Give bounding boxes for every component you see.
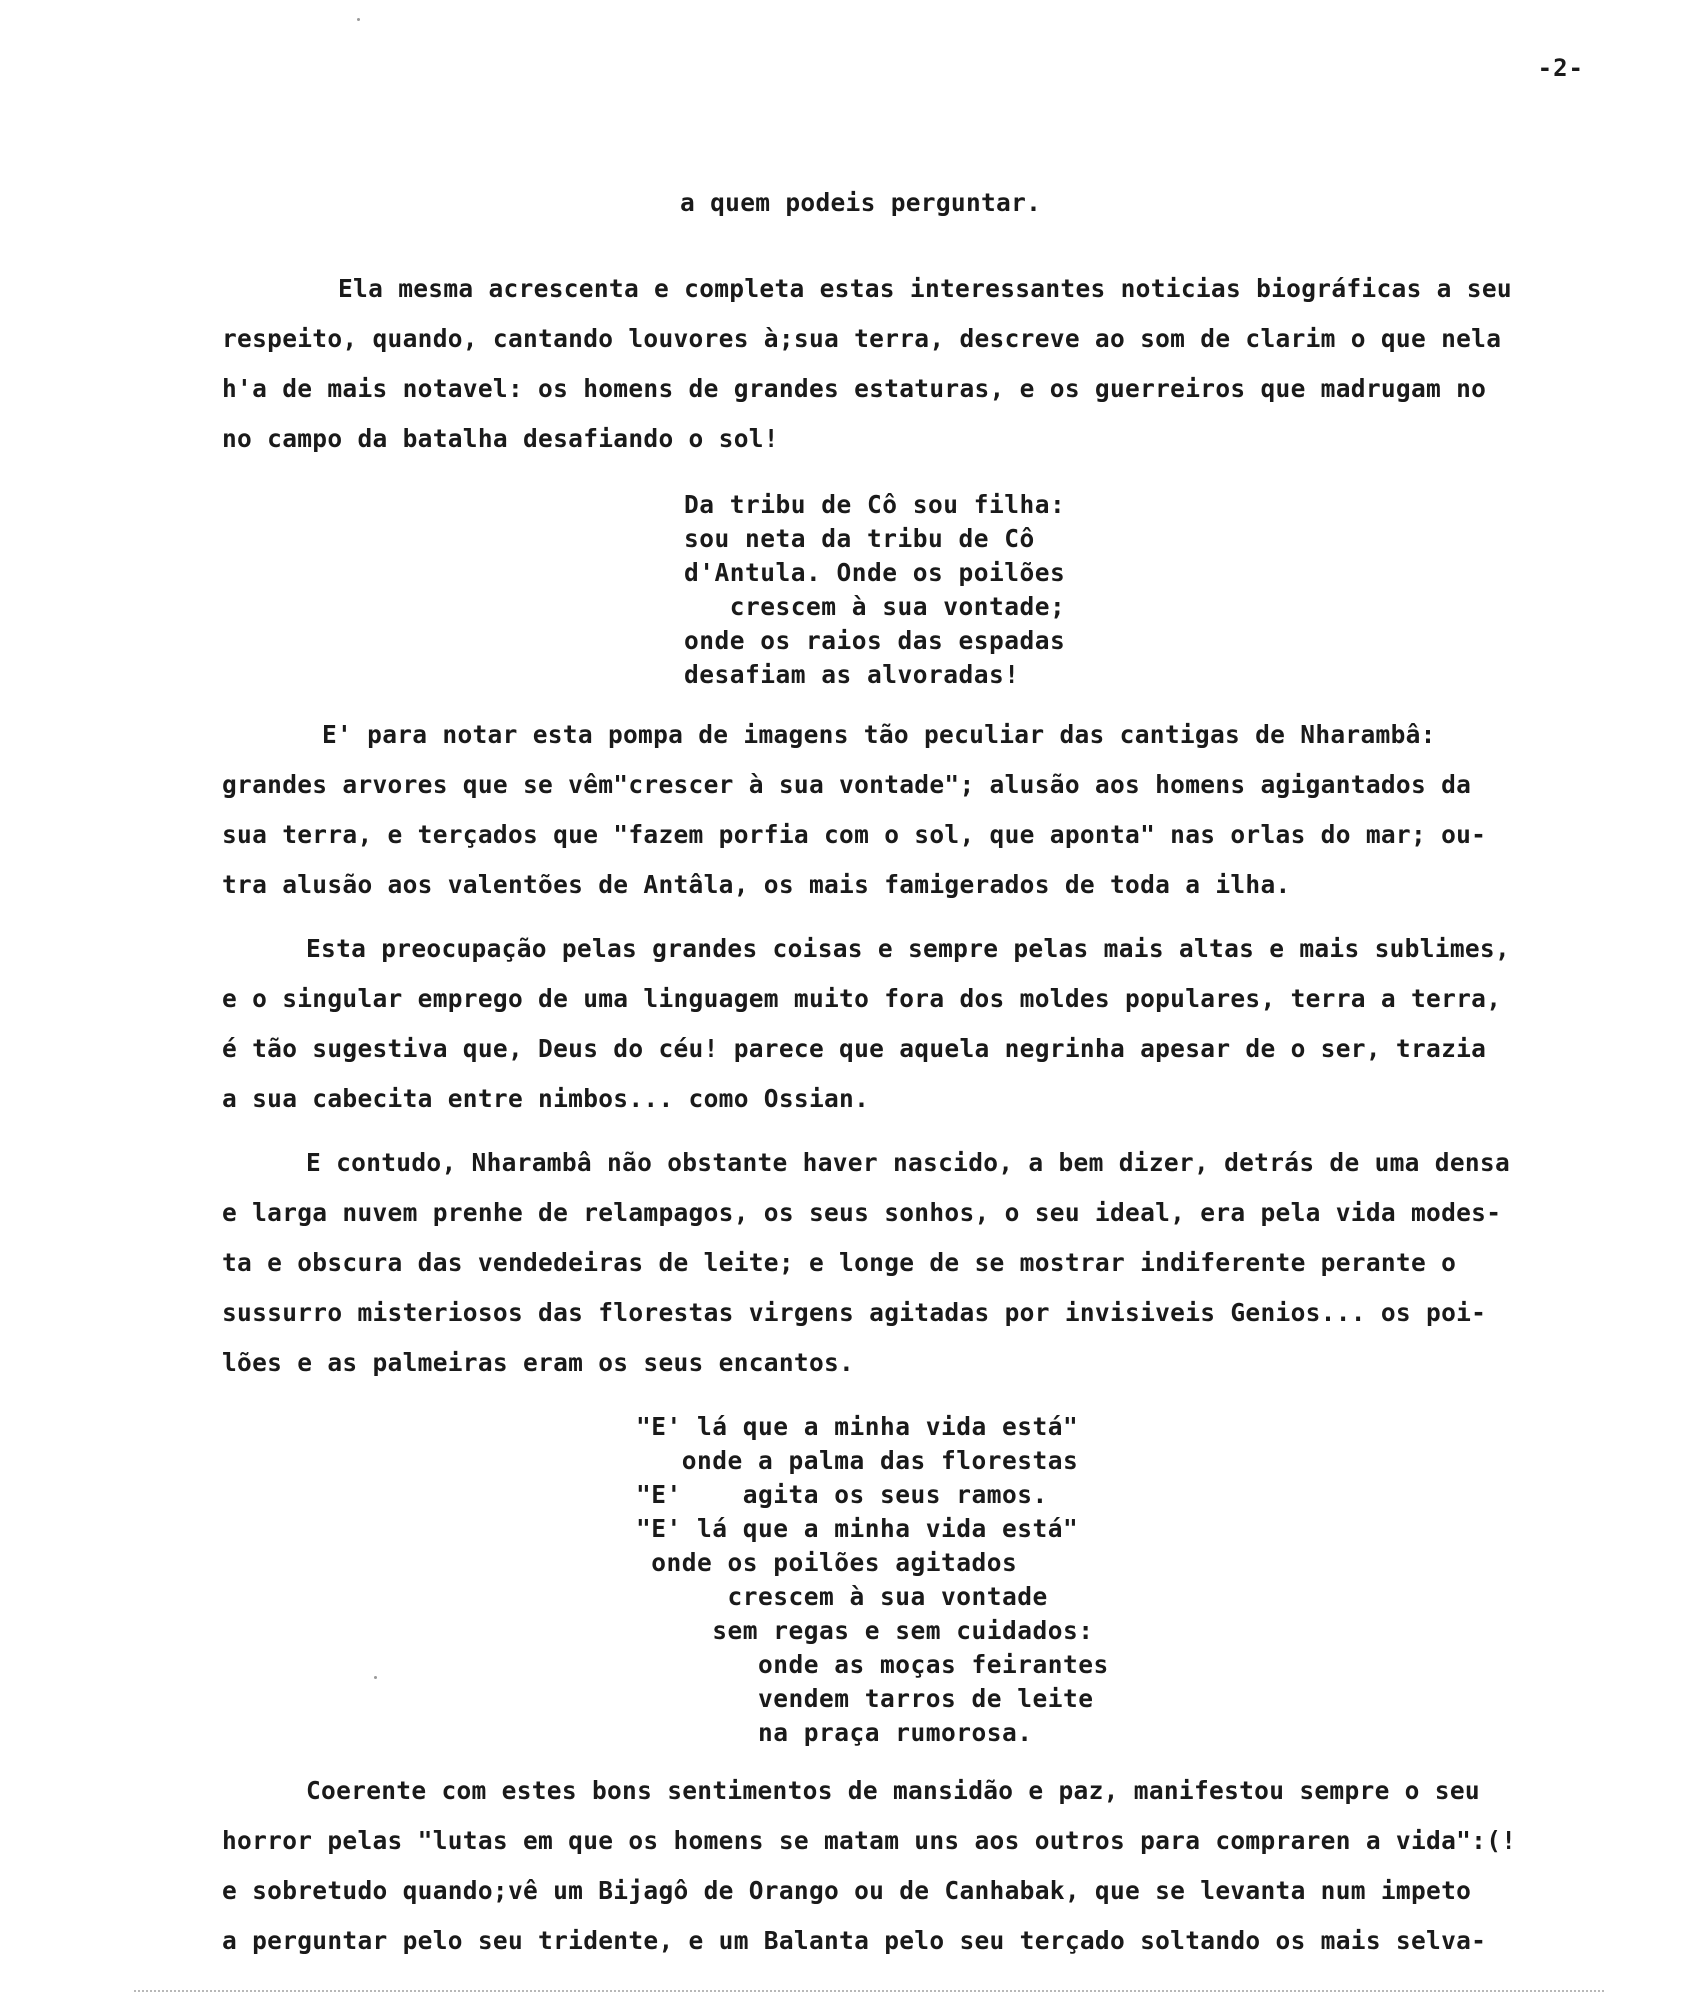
opening-line: a quem podeis perguntar. [680,188,1042,217]
paragraph-4-line-3: ta e obscura das vendedeiras de leite; e longe de se mostrar indiferente perante o [222,1248,1457,1277]
verse-2-line-1: "E' lá que a minha vida está" [636,1412,1079,1441]
verse-2-line-2: onde a palma das florestas [636,1446,1079,1475]
paragraph-1-line-4: no campo da batalha desafiando o sol! [222,424,779,453]
paragraph-1-line-3: h'a de mais notavel: os homens de grandes estaturas, e os guerreiros que madrugam no [222,374,1487,403]
verse-2-line-6: crescem à sua vontade [636,1582,1048,1611]
paragraph-3-line-2: e o singular emprego de uma linguagem muito fora dos moldes populares, terra a terra, [222,984,1502,1013]
paragraph-5-line-1: Coerente com estes bons sentimentos de mansidão e paz, manifestou sempre o seu [306,1776,1480,1805]
paragraph-4-line-1: E contudo, Nharambâ não obstante haver nascido, a bem dizer, detrás de uma densa [306,1148,1511,1177]
verse-1-line-6: desafiam as alvoradas! [684,660,1020,689]
verse-2-line-8: onde as moças feirantes [636,1650,1109,1679]
verse-1-line-2: sou neta da tribu de Cô [684,524,1035,553]
paragraph-2-line-4: tra alusão aos valentões de Antâla, os mais famigerados de toda a ilha. [222,870,1291,899]
verse-2-line-10: na praça rumorosa. [636,1718,1033,1747]
paragraph-5-line-4: a perguntar pelo seu tridente, e um Balanta pelo seu terçado soltando os mais selva- [222,1926,1487,1955]
page-number: -2- [1537,54,1584,82]
verse-2-line-4: "E' lá que a minha vida está" [636,1514,1079,1543]
paragraph-4-line-4: sussurro misteriosos das florestas virgens agitadas por invisiveis Genios... os poi- [222,1298,1487,1327]
paragraph-4-line-5: lões e as palmeiras eram os seus encantos. [222,1348,855,1377]
paragraph-1-line-1: Ela mesma acrescenta e completa estas interessantes noticias biográficas a seu [338,274,1512,303]
paragraph-3-line-4: a sua cabecita entre nimbos... como Ossian. [222,1084,870,1113]
scan-bottom-edge [134,1990,1604,1992]
paragraph-3-line-1: Esta preocupação pelas grandes coisas e sempre pelas mais altas e mais sublimes, [306,934,1511,963]
scan-speck [374,1676,377,1679]
verse-2-line-3: "E' agita os seus ramos. [636,1480,1048,1509]
paragraph-3-line-3: é tão sugestiva que, Deus do céu! parece que aquela negrinha apesar de o ser, trazia [222,1034,1487,1063]
verse-2-line-9: vendem tarros de leite [636,1684,1094,1713]
paragraph-5-line-2: horror pelas "lutas em que os homens se matam uns aos outros para compraren a vida":(! [222,1826,1517,1855]
paragraph-2-line-2: grandes arvores que se vêm"crescer à sua vontade"; alusão aos homens agigantados da [222,770,1472,799]
scan-speck [357,18,360,21]
verse-1-line-3: d'Antula. Onde os poilões [684,558,1066,587]
verse-2-line-5: onde os poilões agitados [636,1548,1018,1577]
paragraph-4-line-2: e larga nuvem prenhe de relampagos, os seus sonhos, o seu ideal, era pela vida modes- [222,1198,1502,1227]
paragraph-2-line-3: sua terra, e terçados que "fazem porfia com o sol, que aponta" nas orlas do mar; ou- [222,820,1487,849]
paragraph-2-line-1: E' para notar esta pompa de imagens tão peculiar das cantigas de Nharambâ: [322,720,1436,749]
verse-1-line-1: Da tribu de Cô sou filha: [684,490,1066,519]
verse-2-line-7: sem regas e sem cuidados: [636,1616,1094,1645]
verse-1-line-5: onde os raios das espadas [684,626,1066,655]
paragraph-1-line-2: respeito, quando, cantando louvores à;sua terra, descreve ao som de clarim o que nela [222,324,1502,353]
verse-1-line-4: crescem à sua vontade; [684,592,1066,621]
paragraph-5-line-3: e sobretudo quando;vê um Bijagô de Orango ou de Canhabak, que se levanta num impeto [222,1876,1472,1905]
